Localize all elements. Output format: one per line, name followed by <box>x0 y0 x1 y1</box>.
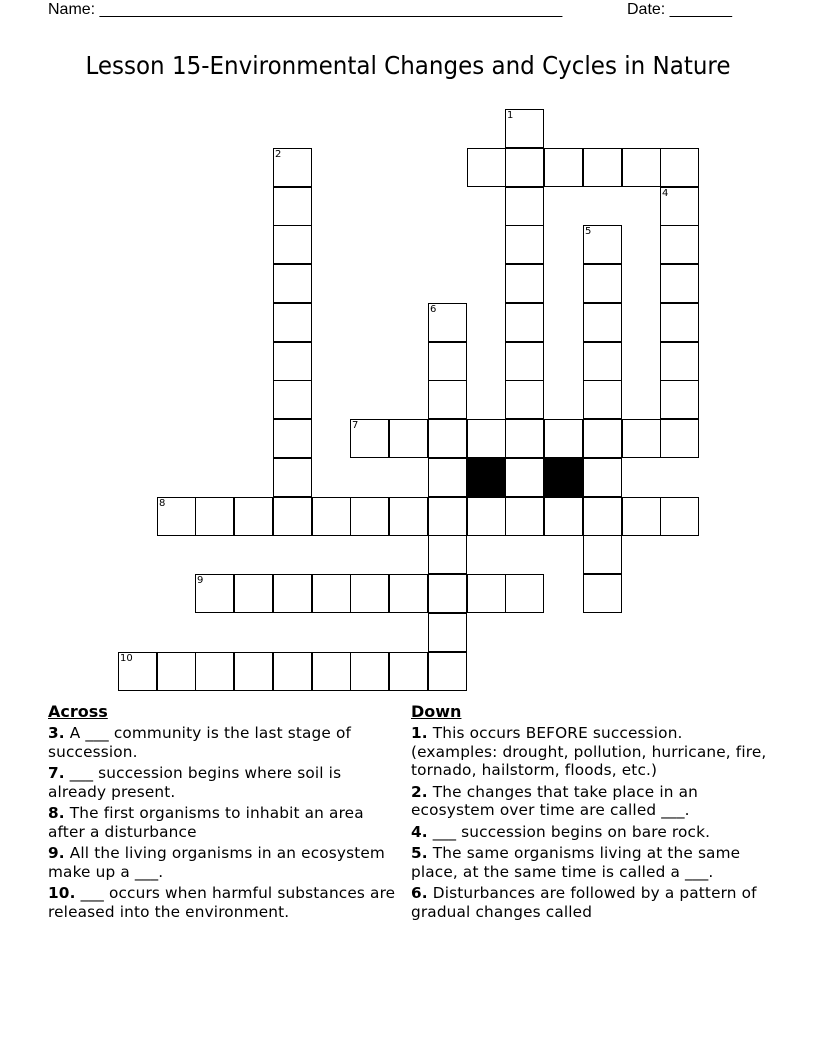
letter-cell[interactable] <box>273 380 312 419</box>
letter-cell[interactable] <box>273 419 312 458</box>
clue-text: All the living organisms in an ecosystem make up a ___. <box>48 844 385 881</box>
letter-cell[interactable] <box>660 342 699 381</box>
letter-cell[interactable] <box>583 148 622 187</box>
clue-text: This occurs BEFORE succession. (examples: drought, pollution, hurricane, fire, tornado, hailstorm, floods, etc.) <box>411 724 767 779</box>
letter-cell[interactable] <box>583 225 622 264</box>
letter-cell[interactable] <box>118 652 157 691</box>
clue-number-label: 3. <box>48 724 65 742</box>
letter-cell[interactable] <box>428 458 467 497</box>
letter-cell[interactable] <box>195 652 234 691</box>
clue-text: Disturbances are followed by a pattern of gradual changes called <box>411 884 757 921</box>
letter-cell[interactable] <box>544 497 583 536</box>
across-clue <box>48 844 398 881</box>
clue-number: 5 <box>585 226 592 237</box>
clue-number-label: 7. <box>48 764 65 782</box>
across-clue <box>48 884 398 921</box>
letter-cell[interactable] <box>467 419 506 458</box>
letter-cell[interactable] <box>273 574 312 613</box>
letter-cell[interactable] <box>428 303 467 342</box>
letter-cell[interactable] <box>505 458 544 497</box>
down-clues <box>411 703 771 924</box>
letter-cell[interactable] <box>234 497 273 536</box>
letter-cell[interactable] <box>505 109 544 148</box>
clue-number-label: 2. <box>411 782 428 801</box>
page-title: Lesson 15-Environmental Changes and Cycles in Nature <box>85 51 731 80</box>
clue-number: 2 <box>275 149 282 160</box>
letter-cell[interactable] <box>660 148 699 187</box>
clue-text: The first organisms to inhabit an area after a disturbance <box>48 804 364 841</box>
letter-cell[interactable] <box>544 419 583 458</box>
clue-number-label: 9. <box>48 844 65 862</box>
letter-cell[interactable] <box>622 419 661 458</box>
down-clue <box>411 884 771 921</box>
letter-cell[interactable] <box>273 264 312 303</box>
across-clue <box>48 804 398 841</box>
clue-number-label: 6. <box>411 884 428 902</box>
letter-cell[interactable] <box>505 342 544 381</box>
black-cell <box>467 458 506 497</box>
letter-cell[interactable] <box>583 535 622 574</box>
letter-cell[interactable] <box>622 148 661 187</box>
letter-cell[interactable] <box>428 613 467 652</box>
clue-number: 4 <box>662 188 669 199</box>
down-clue-list <box>411 724 771 921</box>
clue-text: A ___ community is the last stage of succession. <box>48 724 352 761</box>
letter-cell[interactable] <box>428 419 467 458</box>
letter-cell[interactable] <box>505 574 544 613</box>
letter-cell[interactable] <box>428 535 467 574</box>
clue-number-label: 5. <box>411 844 428 862</box>
clue-text: The changes that take place in an ecosystem over time are called ___. <box>411 782 698 819</box>
letter-cell[interactable] <box>660 419 699 458</box>
letter-cell[interactable] <box>273 303 312 342</box>
letter-cell[interactable] <box>660 497 699 536</box>
letter-cell[interactable] <box>312 497 351 536</box>
down-clue <box>411 783 771 820</box>
clue-number: 6 <box>430 304 437 315</box>
letter-cell[interactable] <box>195 497 234 536</box>
letter-cell[interactable] <box>660 380 699 419</box>
letter-cell[interactable] <box>389 574 428 613</box>
clue-number: 1 <box>507 110 514 121</box>
letter-cell[interactable] <box>350 497 389 536</box>
letter-cell[interactable] <box>505 148 544 187</box>
letter-cell[interactable] <box>428 497 467 536</box>
across-clue <box>48 764 398 801</box>
letter-cell[interactable] <box>350 419 389 458</box>
letter-cell[interactable] <box>195 574 234 613</box>
letter-cell[interactable] <box>273 342 312 381</box>
clue-number-label: 8. <box>48 804 65 822</box>
clue-number-label: 10. <box>48 884 76 902</box>
letter-cell[interactable] <box>505 497 544 536</box>
letter-cell[interactable] <box>583 342 622 381</box>
letter-cell[interactable] <box>428 342 467 381</box>
across-clue <box>48 724 398 761</box>
letter-cell[interactable] <box>350 574 389 613</box>
letter-cell[interactable] <box>234 574 273 613</box>
clue-text: ___ succession begins on bare rock. <box>427 822 711 841</box>
letter-cell[interactable] <box>660 303 699 342</box>
letter-cell[interactable] <box>660 187 699 226</box>
letter-cell[interactable] <box>312 574 351 613</box>
letter-cell[interactable] <box>389 652 428 691</box>
letter-cell[interactable] <box>660 264 699 303</box>
letter-cell[interactable] <box>273 652 312 691</box>
name-field-label: Name: ____________________________________________________ <box>48 1 563 18</box>
date-field-label: Date: _______ <box>627 1 732 18</box>
across-clue-list <box>48 724 398 921</box>
clue-number: 8 <box>159 498 166 509</box>
letter-cell[interactable] <box>273 458 312 497</box>
letter-cell[interactable] <box>389 497 428 536</box>
letter-cell[interactable] <box>583 497 622 536</box>
letter-cell[interactable] <box>544 148 583 187</box>
letter-cell[interactable] <box>583 574 622 613</box>
clue-text: ___ succession begins where soil is already present. <box>48 764 342 801</box>
letter-cell[interactable] <box>428 574 467 613</box>
letter-cell[interactable] <box>583 264 622 303</box>
letter-cell[interactable] <box>583 380 622 419</box>
across-clues <box>48 703 398 924</box>
letter-cell[interactable] <box>467 148 506 187</box>
black-cell <box>544 458 583 497</box>
clue-number: 7 <box>352 420 359 431</box>
letter-cell[interactable] <box>467 574 506 613</box>
letter-cell[interactable] <box>505 303 544 342</box>
letter-cell[interactable] <box>350 652 389 691</box>
letter-cell[interactable] <box>157 652 196 691</box>
down-clue <box>411 724 771 780</box>
across-heading: Across <box>48 702 108 721</box>
letter-cell[interactable] <box>622 497 661 536</box>
down-heading: Down <box>411 702 462 721</box>
clue-number-label: 1. <box>411 724 428 742</box>
letter-cell[interactable] <box>273 225 312 264</box>
letter-cell[interactable] <box>428 652 467 691</box>
letter-cell[interactable] <box>505 380 544 419</box>
letter-cell[interactable] <box>505 419 544 458</box>
letter-cell[interactable] <box>505 264 544 303</box>
letter-cell[interactable] <box>505 187 544 226</box>
letter-cell[interactable] <box>583 303 622 342</box>
letter-cell[interactable] <box>505 225 544 264</box>
letter-cell[interactable] <box>234 652 273 691</box>
letter-cell[interactable] <box>312 652 351 691</box>
letter-cell[interactable] <box>157 497 196 536</box>
down-clue <box>411 823 771 842</box>
letter-cell[interactable] <box>583 419 622 458</box>
letter-cell[interactable] <box>273 187 312 226</box>
letter-cell[interactable] <box>273 497 312 536</box>
letter-cell[interactable] <box>428 380 467 419</box>
letter-cell[interactable] <box>467 497 506 536</box>
letter-cell[interactable] <box>583 458 622 497</box>
down-clue <box>411 844 771 881</box>
letter-cell[interactable] <box>273 148 312 187</box>
letter-cell[interactable] <box>660 225 699 264</box>
clue-text: ___ occurs when harmful substances are released into the environment. <box>48 884 396 921</box>
clue-text: The same organisms living at the same place, at the same time is called a ___. <box>411 844 741 881</box>
clue-number: 10 <box>120 653 133 664</box>
clue-number-label: 4. <box>411 822 428 841</box>
clue-number: 9 <box>197 575 204 586</box>
letter-cell[interactable] <box>389 419 428 458</box>
